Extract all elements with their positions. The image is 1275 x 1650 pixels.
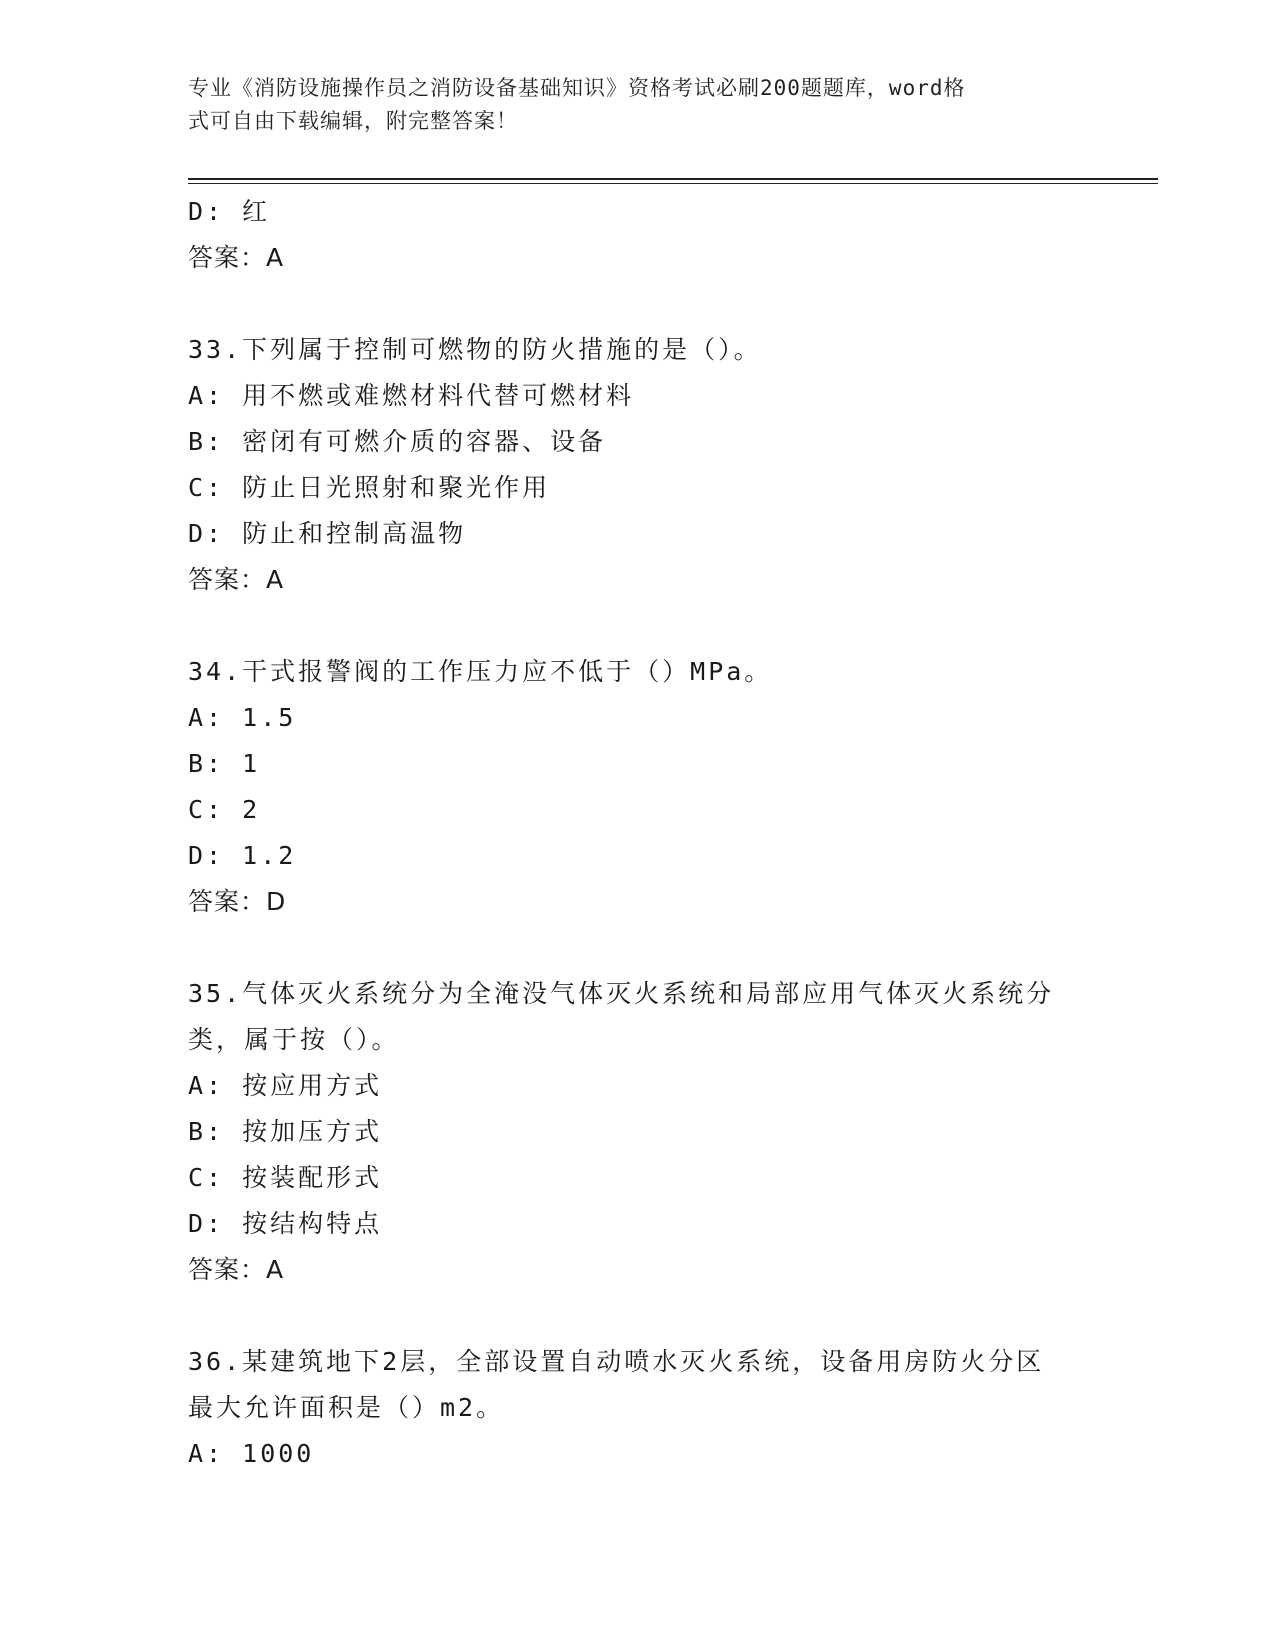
question-stem: 33.下列属于控制可燃物的防火措施的是（）。 — [188, 335, 762, 364]
answer-line: 答案：A — [188, 1255, 285, 1284]
option-a: A: 1000 — [188, 1439, 315, 1468]
question-34 — [188, 649, 1088, 925]
option-b: B: 密闭有可燃介质的容器、设备 — [188, 427, 607, 456]
answer-line: 答案：A — [188, 243, 285, 272]
question-35 — [188, 971, 1088, 1293]
option-b: B: 按加压方式 — [188, 1117, 383, 1146]
question-list — [188, 189, 1088, 1477]
answer-line: 答案：D — [188, 887, 287, 916]
option-a: A: 1.5 — [188, 703, 297, 732]
header-line-1: 专业《消防设施操作员之消防设备基础知识》资格考试必刷200题题库，word格 — [188, 76, 966, 100]
question-32-tail — [188, 189, 1088, 281]
spacer — [188, 603, 1088, 649]
question-stem-line-1: 36.某建筑地下2层，全部设置自动喷水灭火系统，设备用房防火分区 — [188, 1347, 1045, 1376]
header-line-2: 式可自由下载编辑，附完整答案！ — [188, 109, 518, 133]
question-33 — [188, 327, 1088, 603]
option-a: A: 用不燃或难燃材料代替可燃材料 — [188, 381, 635, 410]
option-c: C: 防止日光照射和聚光作用 — [188, 473, 551, 502]
header-rule-thin — [188, 183, 1158, 184]
option-c: C: 按装配形式 — [188, 1163, 383, 1192]
question-stem-line-2: 类，属于按（）。 — [188, 1025, 400, 1054]
spacer — [188, 1293, 1088, 1339]
spacer — [188, 925, 1088, 971]
document-header — [188, 72, 1068, 138]
spacer — [188, 281, 1088, 327]
question-stem-line-2: 最大允许面积是（）m2。 — [188, 1393, 505, 1422]
option-d: D: 按结构特点 — [188, 1209, 383, 1238]
question-stem: 34.干式报警阀的工作压力应不低于（）MPa。 — [188, 657, 773, 686]
option-a: A: 按应用方式 — [188, 1071, 383, 1100]
header-rule-thick — [188, 178, 1158, 180]
question-stem-line-1: 35.气体灭火系统分为全淹没气体灭火系统和局部应用气体灭火系统分 — [188, 979, 1055, 1008]
option-b: B: 1 — [188, 749, 261, 778]
question-36 — [188, 1339, 1088, 1477]
option-c: C: 2 — [188, 795, 261, 824]
option-d: D: 防止和控制高温物 — [188, 519, 467, 548]
answer-line: 答案：A — [188, 565, 285, 594]
option-d: D: 1.2 — [188, 841, 297, 870]
option-d: D: 红 — [188, 197, 271, 226]
